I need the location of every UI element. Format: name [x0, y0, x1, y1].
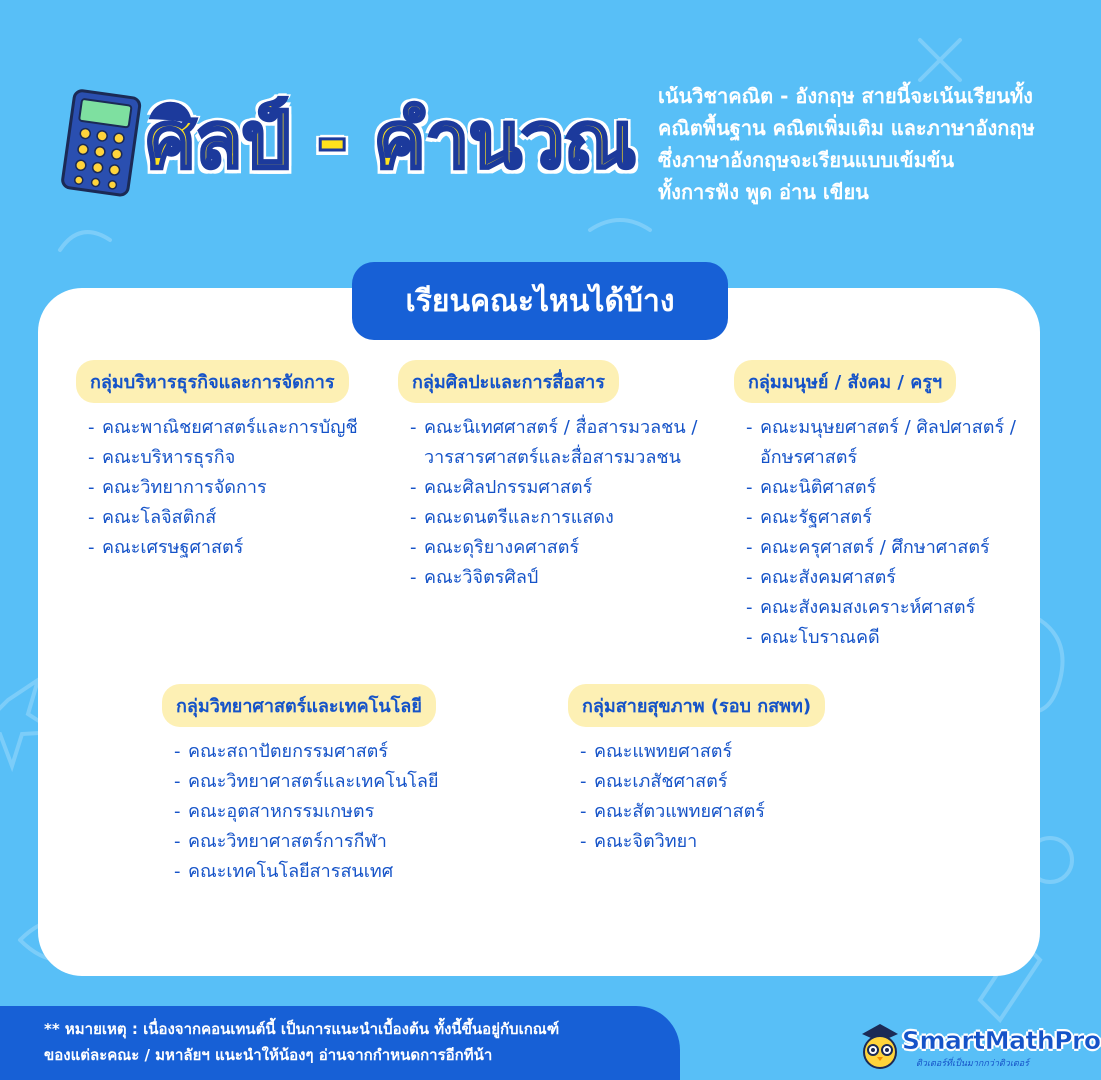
faculty-item: - คณะวิทยาศาสตร์การกีฬา — [174, 831, 387, 852]
faculty-item: - คณะแพทยศาสตร์ — [580, 741, 733, 762]
group-arts-communication — [398, 360, 697, 593]
group-science-technology — [162, 684, 439, 887]
card-heading: เรียนคณะไหนได้บ้าง — [352, 262, 728, 340]
faculty-item: - คณะจิตวิทยา — [580, 831, 698, 852]
group-label: กลุ่มศิลปะและการสื่อสาร — [398, 360, 619, 403]
intro-line: คณิตพื้นฐาน คณิตเพิ่มเติม และภาษาอังกฤษ — [658, 116, 1035, 140]
faculty-item: - คณะครุศาสตร์ / ศึกษาศาสตร์ — [746, 537, 990, 558]
group-label: กลุ่มมนุษย์ / สังคม / ครูฯ — [734, 360, 956, 403]
intro-text — [658, 80, 1068, 208]
group-health — [568, 684, 825, 857]
faculty-list — [76, 413, 358, 563]
footer-note — [0, 1006, 680, 1080]
faculty-item: - คณะเทคโนโลยีสารสนเทศ — [174, 861, 394, 882]
owl-mascot-icon — [858, 1022, 902, 1070]
faculty-item: - คณะดุริยางคศาสตร์ — [410, 537, 580, 558]
brand-tagline: ติวเตอร์ที่เป็นมากกว่าติวเตอร์ — [916, 1059, 1029, 1069]
group-humanities-social — [734, 360, 1016, 653]
intro-line: ซึ่งภาษาอังกฤษจะเรียนแบบเข้มข้น — [658, 148, 955, 172]
faculty-item: - คณะบริหารธุรกิจ — [88, 447, 236, 468]
brand-name: SmartMathPro — [902, 1026, 1101, 1055]
calculator-icon — [57, 87, 147, 201]
faculty-item: - คณะพาณิชยศาสตร์และการบัญชี — [88, 417, 358, 438]
intro-line: เน้นวิชาคณิต - อังกฤษ สายนี้จะเน้นเรียนทั้ง — [658, 84, 1033, 108]
faculty-item: - คณะโลจิสติกส์ — [88, 507, 217, 528]
faculty-item: - คณะวิทยาการจัดการ — [88, 477, 267, 498]
footer-note-line: ของแต่ละคณะ / มหาลัยฯ แนะนำให้น้องๆ อ่านจากกำหนดการอีกทีน้า — [44, 1046, 493, 1064]
page-title: ศิลป์ - คำนวณ — [146, 96, 635, 186]
faculty-item: - คณะรัฐศาสตร์ — [746, 507, 872, 528]
faculty-list — [568, 737, 825, 857]
faculty-item: - คณะอุตสาหกรรมเกษตร — [174, 801, 375, 822]
faculty-item: - คณะสัตวแพทยศาสตร์ — [580, 801, 765, 822]
faculty-item: - คณะมนุษยศาสตร์ / ศิลปศาสตร์ / — [746, 417, 1016, 438]
faculty-item: - คณะเภสัชศาสตร์ — [580, 771, 728, 792]
faculty-item: - คณะนิเทศศาสตร์ / สื่อสารมวลชน / — [410, 417, 698, 438]
faculty-item: - คณะสถาปัตยกรรมศาสตร์ — [174, 741, 389, 762]
faculty-item: - คณะโบราณคดี — [746, 627, 880, 648]
faculty-item: - คณะนิติศาสตร์ — [746, 477, 877, 498]
group-label: กลุ่มสายสุขภาพ (รอบ กสพท) — [568, 684, 825, 727]
group-label: กลุ่มบริหารธุรกิจและการจัดการ — [76, 360, 349, 403]
faculty-list — [162, 737, 439, 887]
intro-line: ทั้งการฟัง พูด อ่าน เขียน — [658, 180, 869, 204]
faculty-item-continuation: วารสารศาสตร์และสื่อสารมวลชน — [424, 447, 681, 468]
faculty-item-continuation: อักษรศาสตร์ — [760, 447, 858, 468]
faculty-item: - คณะสังคมศาสตร์ — [746, 567, 896, 588]
faculty-list — [398, 413, 697, 593]
brand-logo — [858, 1016, 1101, 1076]
faculty-list — [734, 413, 1016, 653]
faculty-item: - คณะเศรษฐศาสตร์ — [88, 537, 244, 558]
faculty-item: - คณะศิลปกรรมศาสตร์ — [410, 477, 593, 498]
footer-note-line: ** หมายเหตุ : เนื่องจากคอนเทนต์นี้ เป็นการแนะนำเบื้องต้น ทั้งนี้ขึ้นอยู่กับเกณฑ์ — [44, 1020, 560, 1038]
faculty-item: - คณะดนตรีและการแสดง — [410, 507, 614, 528]
faculty-item: - คณะวิจิตรศิลป์ — [410, 567, 539, 588]
faculty-item: - คณะสังคมสงเคราะห์ศาสตร์ — [746, 597, 976, 618]
group-business — [76, 360, 358, 563]
faculty-item: - คณะวิทยาศาสตร์และเทคโนโลยี — [174, 771, 439, 792]
group-label: กลุ่มวิทยาศาสตร์และเทคโนโลยี — [162, 684, 436, 727]
